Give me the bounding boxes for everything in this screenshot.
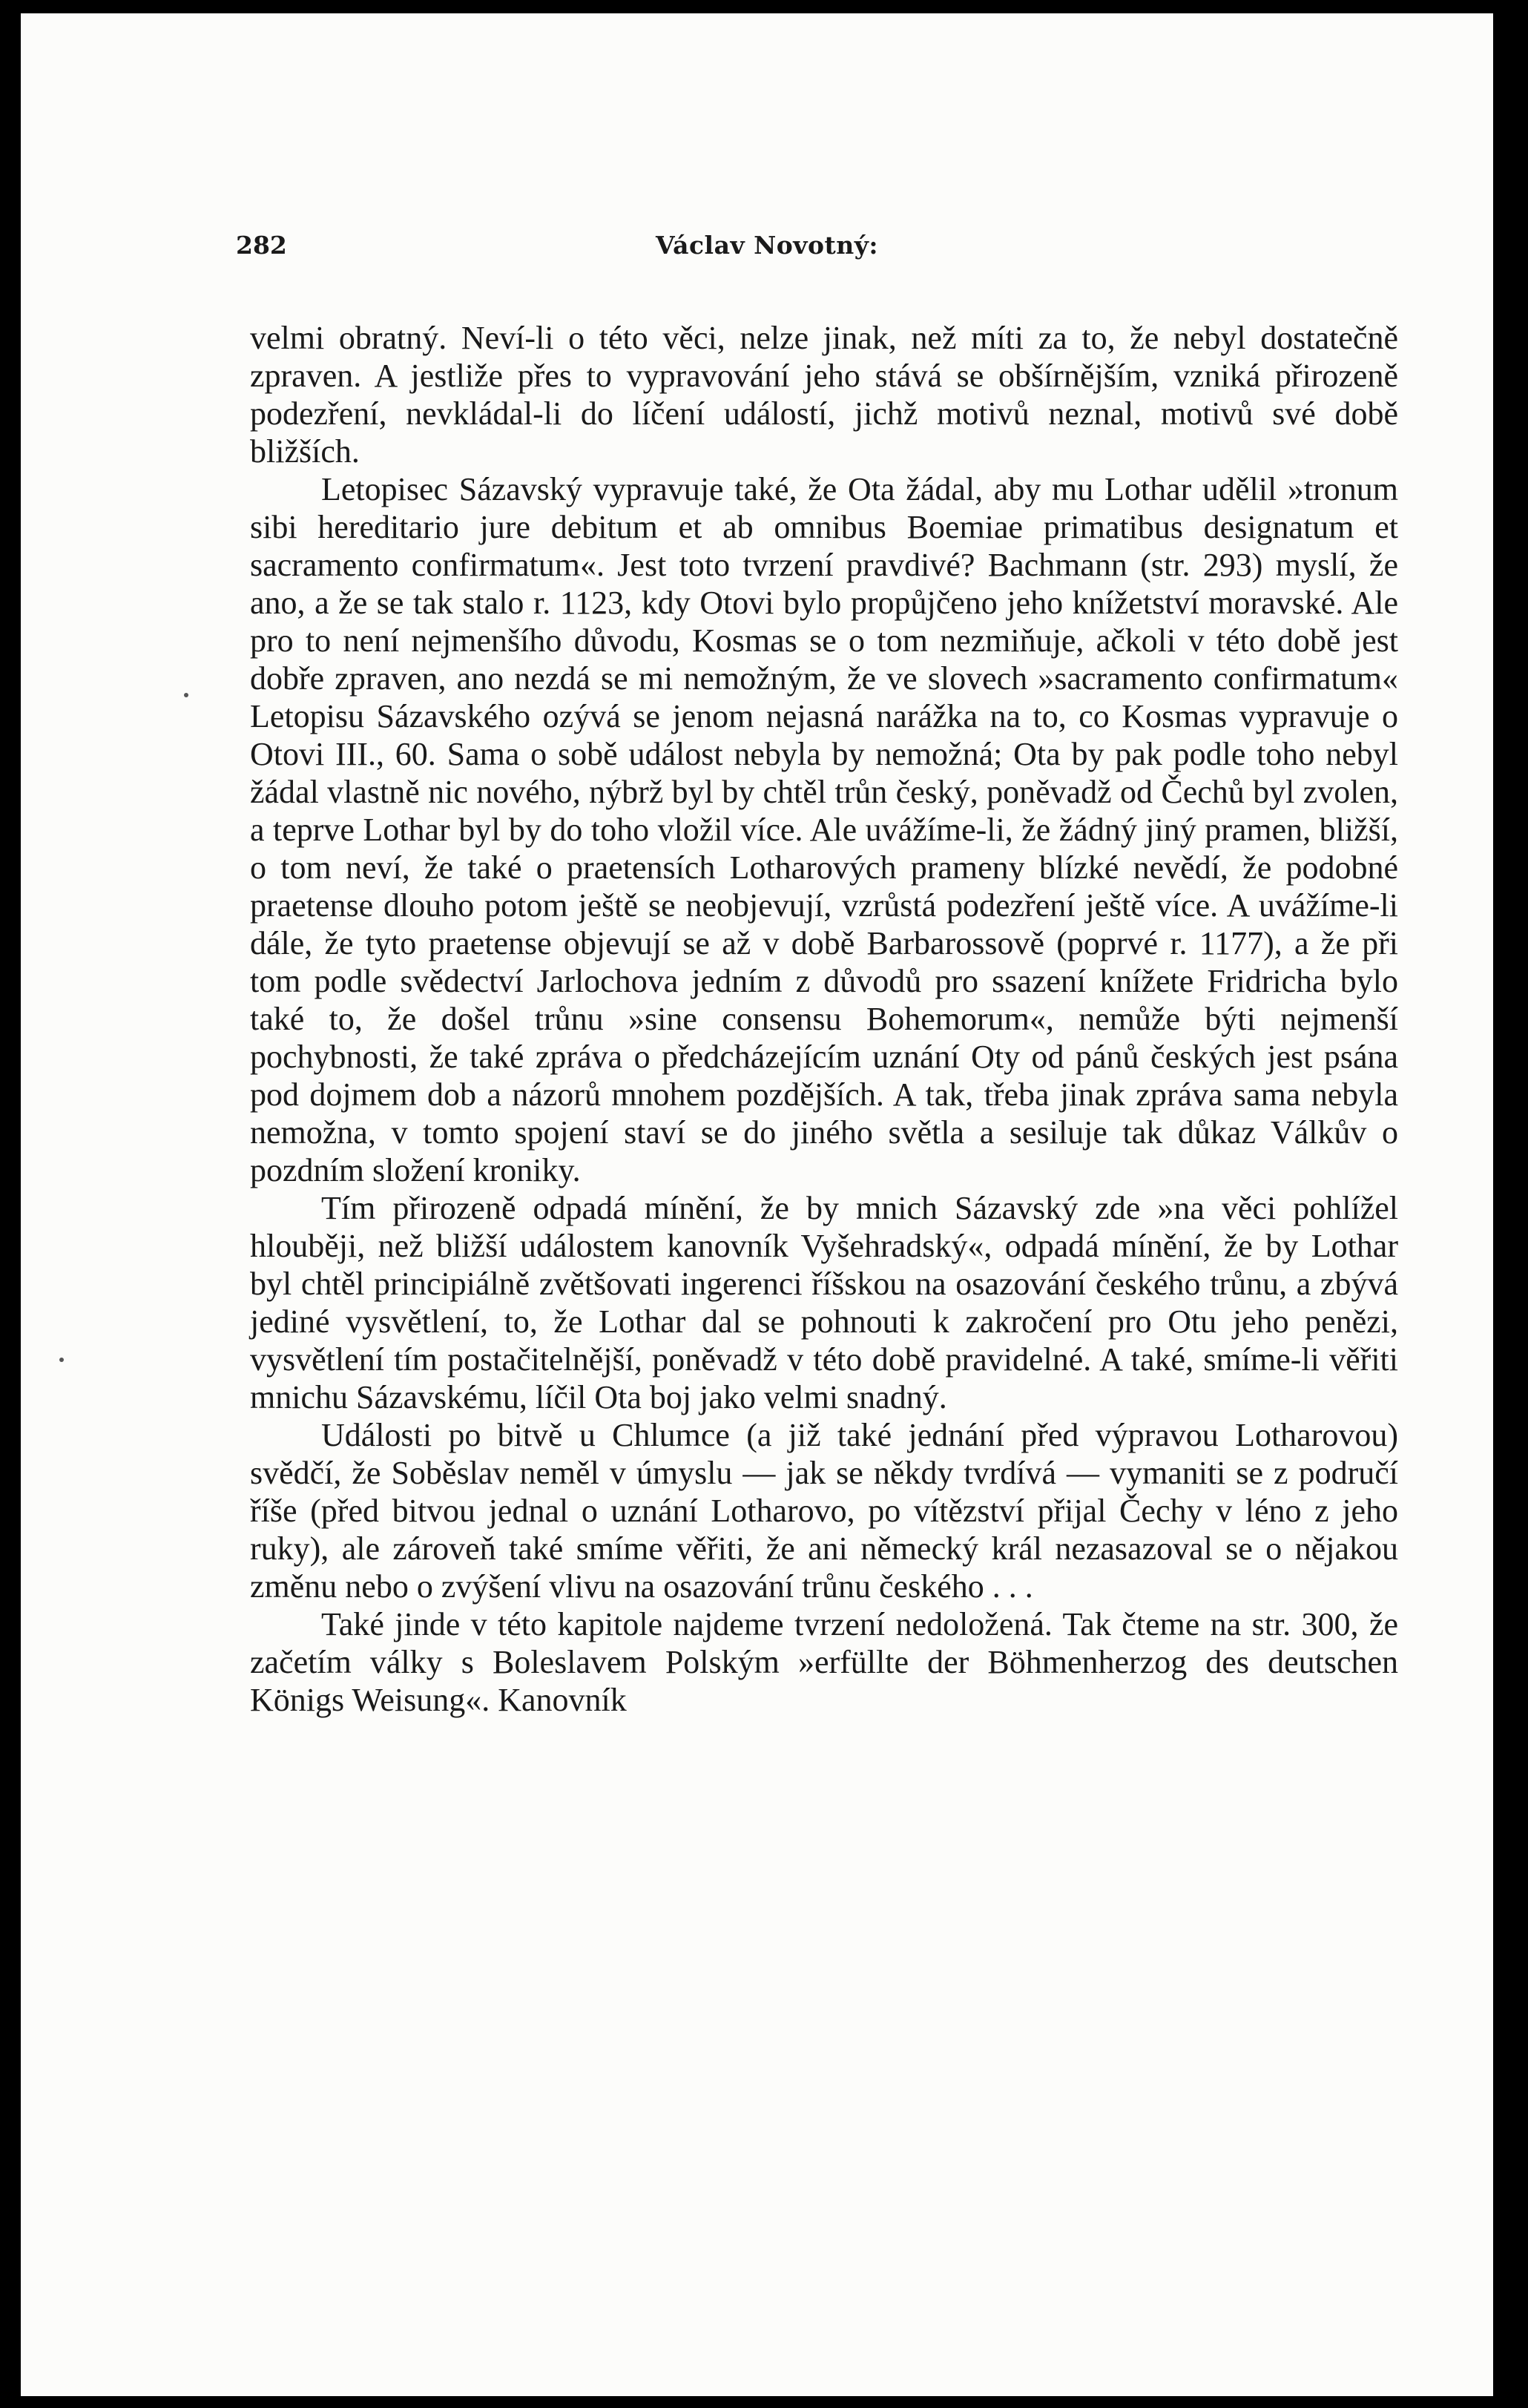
paragraph: velmi obratný. Neví-li o této věci, nelze jinak, než míti za to, že nebyl dostatečně zpraven. A jestliže přes to vypravování jeho stává se obšírnějším, vzniká přirozeně podezření, nevkládal-li do líčení událostí, jichž motivů neznal, motivů své době bližších. — [250, 320, 1398, 470]
paragraph: Letopisec Sázavský vypravuje také, že Ota žádal, aby mu Lothar udělil »tronum sibi hereditario jure debitum et ab omnibus Boemiae primatibus designatum et sacramento confirmatum«. Jest toto tvrzení pravdivé? Bachmann (str. 293) myslí, že ano, a že se tak stalo r. 1123, kdy Otovi bylo propůjčeno jeho knížetství moravské. Ale pro to není nejmenšího důvodu, Kosmas se o tom nezmiňuje, ačkoli v této době jest dobře zpraven, ano nezdá se mi nemožným, že ve slovech »sacramento confirmatum« Letopisu Sázavského ozývá se jenom nejasná narážka na to, co Kosmas vypravuje o Otovi III., 60. Sama o sobě událost nebyla by nemožná; Ota by pak podle toho nebyl žádal vlastně nic nového, nýbrž byl by chtěl trůn český, poněvadž od Čechů byl zvolen, a teprve Lothar byl by do toho vložil více. Ale uvážíme-li, že žádný jiný pramen, bližší, o tom neví, že také o praetensích Lotharových prameny blízké nevědí, že podobné praetense dlouho potom ještě se neobjevují, vzrůstá podezření ještě více. A uvážíme-li dále, že tyto praetense objevují se až v době Barbarossově (poprvé r. 1177), a že při tom podle svědectví Jarlochova jedním z důvodů pro ssazení knížete Fridricha bylo také to, že došel trůnu »sine consensu Bohemorum«, nemůže býti nejmenší pochybnosti, že také zpráva o předcházejícím uznání Oty od pánů českých jest psána pod dojmem dob a názorů mnohem pozdějších. A tak, třeba jinak zpráva sama nebyla nemožna, v tomto spojení staví se do jiného světla a sesiluje tak důkaz Válkův o pozdním složení kroniky. — [250, 471, 1398, 1188]
paragraph: Také jinde v této kapitole najdeme tvrzení nedoložená. Tak čteme na str. 300, že začetím války s Boleslavem Polským »erfüllte der Böhmenherzog des deutschen Königs Weisung«. Kanovník — [250, 1606, 1398, 1718]
paragraph: Události po bitvě u Chlumce (a již také jednání před výpravou Lotharovou) svědčí, že Soběslav neměl v úmyslu — jak se někdy tvrdívá — vymaniti se z područí říše (před bitvou jednal o uznání Lotharovo, po vítězství přijal Čechy v léno z jeho ruky), ale zároveň také smíme věřiti, že ani německý král nezasazoval se o nějakou změnu nebo o zvýšení vlivu na osazování trůnu českého . . . — [250, 1417, 1398, 1605]
margin-dot-mark — [184, 693, 188, 697]
page-header — [21, 231, 1493, 275]
body-text — [250, 319, 1398, 1719]
page-number: 282 — [236, 231, 287, 260]
running-title: Václav Novotný: — [656, 231, 879, 260]
margin-dot-mark — [59, 1358, 64, 1362]
book-page — [21, 13, 1493, 2396]
paragraph: Tím přirozeně odpadá mínění, že by mnich Sázavský zde »na věci pohlížel hlouběji, než bližší událostem kanovník Vyšehradský«, odpadá mínění, že by Lothar byl chtěl principiálně zvětšovati ingerenci říšskou na osazování českého trůnu, a zbývá jediné vysvětlení, to, že Lothar dal se pohnouti k zakročení pro Otu jeho penězi, vysvětlení tím postačitelnější, poněvadž v této době pravidelné. A také, smíme-li věřiti mnichu Sázavskému, líčil Ota boj jako velmi snadný. — [250, 1190, 1398, 1415]
